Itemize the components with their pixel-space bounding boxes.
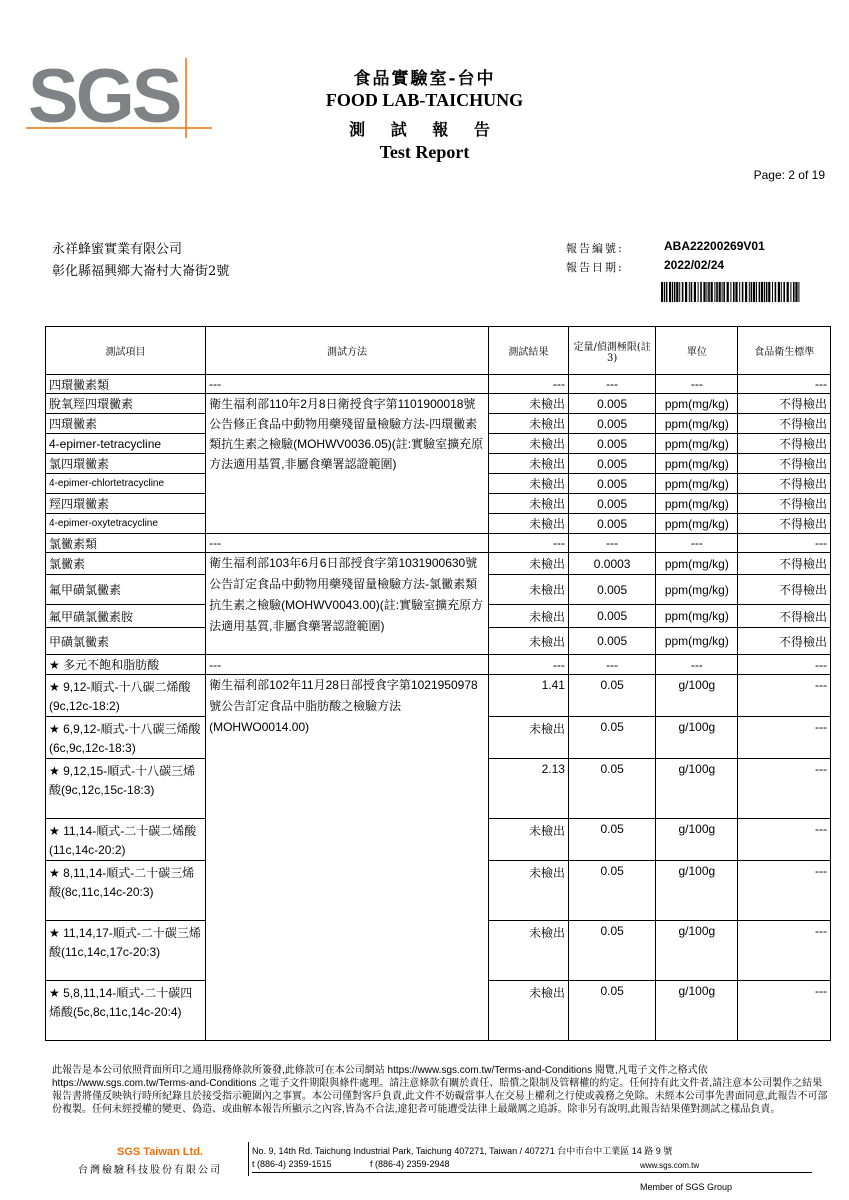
footer-rule <box>252 1172 812 1173</box>
footer-divider <box>248 1142 249 1176</box>
limit-cell: 0.005 <box>568 605 655 628</box>
result-cell: 未檢出 <box>488 861 568 921</box>
method-cell: 衛生福利部103年6月6日部授食字第1031900630號公告訂定食品中動物用藥殘留量檢驗方法-氯黴素類抗生素之檢驗(MOHWV0043.00)(註:實驗室擴充原方法適用基質,非屬食藥署認證範圍) <box>206 553 489 655</box>
group-dash-limit: --- <box>568 655 655 675</box>
unit-cell: ppm(mg/kg) <box>656 553 738 575</box>
standard-cell: --- <box>738 759 831 819</box>
method-cell: 衛生福利部102年11月28日部授食字第1021950978號公告訂定食品中脂肪酸之檢驗方法(MOHWO0014.00) <box>206 675 489 1041</box>
unit-cell: ppm(mg/kg) <box>656 605 738 628</box>
group-dash-limit: --- <box>568 534 655 553</box>
table-row <box>46 553 831 575</box>
standard-cell: 不得檢出 <box>738 474 831 494</box>
unit-cell: ppm(mg/kg) <box>656 454 738 474</box>
result-cell: 未檢出 <box>488 575 568 605</box>
result-cell: 未檢出 <box>488 553 568 575</box>
group-dash-result: --- <box>488 655 568 675</box>
barcode-bar <box>682 282 684 302</box>
item-name: 4-epimer-tetracycline <box>46 434 206 454</box>
unit-cell: g/100g <box>656 861 738 921</box>
client-name: 永祥蜂蜜實業有限公司 <box>52 242 183 257</box>
item-name: ★ 11,14-順式-二十碳二烯酸(11c,14c-20:2) <box>46 819 206 861</box>
barcode-bar <box>778 282 780 302</box>
group-dash-standard: --- <box>738 655 831 675</box>
group-name: 氯黴素類 <box>46 534 206 553</box>
standard-cell: 不得檢出 <box>738 494 831 514</box>
barcode-bar <box>783 282 785 302</box>
limit-cell: 0.05 <box>568 675 655 717</box>
limit-cell: 0.05 <box>568 861 655 921</box>
item-name: 氯黴素 <box>46 553 206 575</box>
result-cell: 未檢出 <box>488 921 568 981</box>
result-cell: 1.41 <box>488 675 568 717</box>
barcode-bar <box>756 282 757 302</box>
result-cell: 2.13 <box>488 759 568 819</box>
group-dash-standard: --- <box>738 375 831 394</box>
barcode-bar <box>761 282 763 302</box>
group-row <box>46 534 831 553</box>
footer-address: No. 9, 14th Rd. Taichung Industrial Park, Taichung 407271, Taiwan / 407271 台中市台中工業區 14 路 9 號 <box>252 1146 673 1156</box>
standard-cell: 不得檢出 <box>738 605 831 628</box>
barcode-bar <box>745 282 747 302</box>
limit-cell: 0.005 <box>568 414 655 434</box>
barcode-bar <box>723 282 725 302</box>
barcode-bar <box>795 282 797 302</box>
limit-cell: 0.05 <box>568 981 655 1041</box>
client-address: 彰化縣福興鄉大崙村大崙街2號 <box>52 264 230 279</box>
barcode-bar <box>764 282 765 302</box>
barcode-bar <box>727 282 729 302</box>
group-row <box>46 655 831 675</box>
result-cell: 未檢出 <box>488 434 568 454</box>
barcode-bar <box>753 282 755 302</box>
group-dash-limit: --- <box>568 375 655 394</box>
unit-cell: g/100g <box>656 675 738 717</box>
unit-cell: ppm(mg/kg) <box>656 434 738 454</box>
group-dash-result: --- <box>488 534 568 553</box>
result-cell: 未檢出 <box>488 605 568 628</box>
col-header-method: 測試方法 <box>206 327 489 375</box>
group-row <box>46 375 831 394</box>
footer-company-cn: 台灣檢驗科技股份有限公司 <box>78 1165 222 1176</box>
barcode-bar <box>694 282 696 302</box>
unit-cell: ppm(mg/kg) <box>656 394 738 414</box>
barcode-bar <box>759 282 761 302</box>
item-name: 氯四環黴素 <box>46 454 206 474</box>
report-title-en: Test Report <box>379 142 470 162</box>
group-dash-unit: --- <box>656 655 738 675</box>
lab-title-en: FOOD LAB-TAICHUNG <box>325 90 524 110</box>
standard-cell: 不得檢出 <box>738 575 831 605</box>
result-cell: 未檢出 <box>488 628 568 655</box>
unit-cell: ppm(mg/kg) <box>656 514 738 534</box>
footer-company-en: SGS Taiwan Ltd. <box>117 1146 203 1158</box>
lab-title-cn: 食品實驗室-台中 <box>353 69 496 89</box>
barcode-bar <box>708 282 710 302</box>
result-cell: 未檢出 <box>488 981 568 1041</box>
result-cell: 未檢出 <box>488 414 568 434</box>
item-name: ★ 11,14,17-順式-二十碳三烯酸(11c,14c,17c-20:3) <box>46 921 206 981</box>
barcode-bar <box>685 282 687 302</box>
barcode-bar <box>739 282 740 302</box>
barcode-bar <box>722 282 723 302</box>
item-name: 甲磺氯黴素 <box>46 628 206 655</box>
table-header-row <box>46 327 831 375</box>
group-dash-method: --- <box>206 534 489 553</box>
barcode-bar <box>672 282 673 302</box>
col-header-item: 測試項目 <box>46 327 206 375</box>
standard-cell: --- <box>738 861 831 921</box>
col-header-unit: 單位 <box>656 327 738 375</box>
barcode-bar <box>793 282 795 302</box>
standard-cell: 不得檢出 <box>738 628 831 655</box>
sgs-logo-text: SGS <box>28 58 180 138</box>
limit-cell: 0.005 <box>568 454 655 474</box>
group-dash-method: --- <box>206 655 489 675</box>
item-name: ★ 5,8,11,14-順式-二十碳四烯酸(5c,8c,11c,14c-20:4) <box>46 981 206 1041</box>
unit-cell: ppm(mg/kg) <box>656 474 738 494</box>
group-name: ★ 多元不飽和脂肪酸 <box>46 655 206 675</box>
table-row <box>46 675 831 717</box>
standard-cell: 不得檢出 <box>738 454 831 474</box>
barcode-bar <box>751 282 753 302</box>
unit-cell: ppm(mg/kg) <box>656 414 738 434</box>
barcode-bar <box>790 282 791 302</box>
footer-fax: f (886-4) 2359-2948 <box>370 1159 450 1169</box>
limit-cell: 0.005 <box>568 514 655 534</box>
limit-cell: 0.05 <box>568 819 655 861</box>
unit-cell: g/100g <box>656 717 738 759</box>
barcode-bar <box>775 282 777 302</box>
barcode-bar <box>664 282 665 302</box>
standard-cell: --- <box>738 717 831 759</box>
barcode-bar <box>666 282 668 302</box>
item-name: ★ 9,12,15-順式-十八碳三烯酸(9c,12c,15c-18:3) <box>46 759 206 819</box>
group-dash-result: --- <box>488 375 568 394</box>
barcode-bar <box>742 282 744 302</box>
group-dash-unit: --- <box>656 534 738 553</box>
group-dash-standard: --- <box>738 534 831 553</box>
results-table <box>45 326 831 1041</box>
standard-cell: 不得檢出 <box>738 414 831 434</box>
unit-cell: g/100g <box>656 819 738 861</box>
disclaimer-text: 此報告是本公司依照背面所印之通用服務條款所簽發,此條款可在本公司網站 https://www.sgs.com.tw/Terms-and-Conditions 閱覽,凡電子文件之格式依https://www.sgs.com.tw/Terms-and-Conditions 之電子文件期限與條件處理。請注意條款有關於責任、賠償之限制及管轄權的約定。任何持有此文件者,請注意本公司製作之結果報告書將僅反映執行時所紀錄且於接受指示範圍內之事實。本公司僅對客戶負責,此文件不妨礙當事人在交易上權利之行使或義務之免除。未經本公司事先書面同意,此報告不可部份複製。任何未經授權的變更、偽造、或曲解本報告所顯示之內容,皆為不合法,違犯者可能遭受法律上最嚴厲之追訴。除非另有說明,此報告結果僅對測試之樣品負責。 <box>52 1065 828 1115</box>
barcode-bar <box>691 282 693 302</box>
standard-cell: --- <box>738 981 831 1041</box>
barcode-bar <box>669 282 671 302</box>
group-dash-unit: --- <box>656 375 738 394</box>
unit-cell: ppm(mg/kg) <box>656 628 738 655</box>
unit-cell: g/100g <box>656 759 738 819</box>
group-name: 四環黴素類 <box>46 375 206 394</box>
barcode-bar <box>766 282 768 302</box>
barcode-bar <box>674 282 676 302</box>
barcode-bar <box>711 282 713 302</box>
barcode-bar <box>733 282 735 302</box>
barcode-bar <box>772 282 773 302</box>
report-no-label: 報告編號: <box>566 242 624 255</box>
report-no-value: ABA22200269V01 <box>664 239 765 253</box>
limit-cell: 0.005 <box>568 434 655 454</box>
barcode-bar <box>703 282 705 302</box>
standard-cell: 不得檢出 <box>738 394 831 414</box>
standard-cell: --- <box>738 819 831 861</box>
limit-cell: 0.0003 <box>568 553 655 575</box>
col-header-result: 測試結果 <box>488 327 568 375</box>
footer-tel: t (886-4) 2359-1515 <box>252 1159 332 1169</box>
limit-cell: 0.05 <box>568 759 655 819</box>
item-name: 氟甲磺氯黴素胺 <box>46 605 206 628</box>
barcode-bar <box>781 282 782 302</box>
barcode-bar <box>716 282 718 302</box>
result-cell: 未檢出 <box>488 494 568 514</box>
barcode-bar <box>768 282 770 302</box>
result-cell: 未檢出 <box>488 819 568 861</box>
item-name: ★ 6,9,12-順式-十八碳三烯酸(6c,9c,12c-18:3) <box>46 717 206 759</box>
result-cell: 未檢出 <box>488 394 568 414</box>
limit-cell: 0.005 <box>568 494 655 514</box>
result-cell: 未檢出 <box>488 717 568 759</box>
barcode-bar <box>706 282 707 302</box>
item-name: ★ 9,12-順式-十八碳二烯酸(9c,12c-18:2) <box>46 675 206 717</box>
report-date-label: 報告日期: <box>566 261 624 274</box>
standard-cell: 不得檢出 <box>738 434 831 454</box>
footer-member: Member of SGS Group <box>640 1182 733 1192</box>
item-name: 羥四環黴素 <box>46 494 206 514</box>
limit-cell: 0.005 <box>568 394 655 414</box>
barcode-bar <box>714 282 715 302</box>
item-name: 氟甲磺氯黴素 <box>46 575 206 605</box>
item-name: 脫氧羥四環黴素 <box>46 394 206 414</box>
item-name: 4-epimer-oxytetracycline <box>46 514 206 534</box>
barcode-bar <box>719 282 721 302</box>
method-cell: 衛生福利部110年2月8日衛授食字第1101900018號公告修正食品中動物用藥殘留量檢驗方法-四環黴素類抗生素之檢驗(MOHWV0036.05)(註:實驗室擴充原方法適用基質,非屬食藥署認證範圍) <box>206 394 489 534</box>
page-number: Page: 2 of 19 <box>753 168 825 182</box>
table-row <box>46 394 831 414</box>
result-cell: 未檢出 <box>488 474 568 494</box>
footer-web: www.sgs.com.tw <box>640 1161 700 1170</box>
report-title-cn: 測 試 報 告 <box>349 120 500 139</box>
limit-cell: 0.005 <box>568 474 655 494</box>
unit-cell: g/100g <box>656 981 738 1041</box>
limit-cell: 0.05 <box>568 717 655 759</box>
unit-cell: ppm(mg/kg) <box>656 575 738 605</box>
barcode-bar <box>676 282 678 302</box>
standard-cell: 不得檢出 <box>738 514 831 534</box>
standard-cell: --- <box>738 675 831 717</box>
barcode-bar <box>730 282 731 302</box>
result-cell: 未檢出 <box>488 454 568 474</box>
barcode-bar <box>700 282 702 302</box>
limit-cell: 0.005 <box>568 575 655 605</box>
standard-cell: --- <box>738 921 831 981</box>
group-dash-method: --- <box>206 375 489 394</box>
unit-cell: ppm(mg/kg) <box>656 494 738 514</box>
item-name: 四環黴素 <box>46 414 206 434</box>
barcode-bar <box>698 282 699 302</box>
barcode-bar <box>689 282 690 302</box>
limit-cell: 0.005 <box>568 628 655 655</box>
unit-cell: g/100g <box>656 921 738 981</box>
item-name: 4-epimer-chlortetracycline <box>46 474 206 494</box>
barcode-bar <box>749 282 750 302</box>
item-name: ★ 8,11,14-順式-二十碳三烯酸(8c,11c,14c-20:3) <box>46 861 206 921</box>
standard-cell: 不得檢出 <box>738 553 831 575</box>
barcode-bar <box>735 282 737 302</box>
barcode-bar <box>787 282 789 302</box>
barcode-bar <box>661 282 663 302</box>
barcode <box>661 282 801 302</box>
limit-cell: 0.05 <box>568 921 655 981</box>
result-cell: 未檢出 <box>488 514 568 534</box>
barcode-bar <box>679 282 680 302</box>
col-header-limit: 定量/偵測極限(註3) <box>568 327 655 375</box>
barcode-bar <box>798 282 799 302</box>
report-date-value: 2022/02/24 <box>664 258 725 272</box>
col-header-standard: 食品衛生標準 <box>738 327 831 375</box>
